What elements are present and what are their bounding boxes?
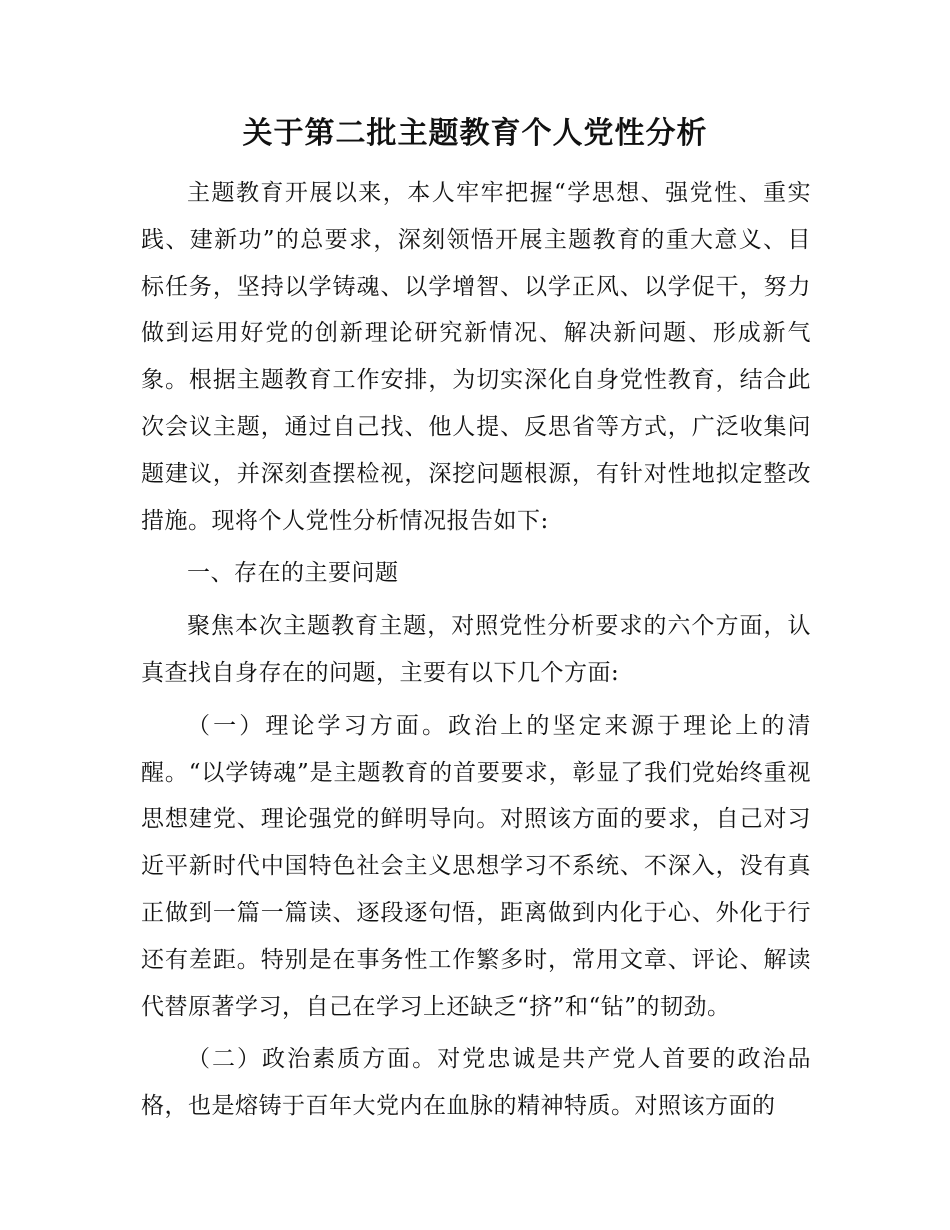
document-body [141, 170, 811, 1130]
section-heading-main-problems: 一、存在的主要问题 [187, 560, 399, 587]
document-title: 关于第二批主题教育个人党性分析 [242, 116, 708, 151]
paragraph-focus: 聚焦本次主题教育主题，对照党性分析要求的六个方面，认真查找自身存在的问题，主要有以下几个方面: [141, 613, 811, 686]
paragraph-political-quality: （二）政治素质方面。对党忠诚是共产党人首要的政治品格，也是熔铸于百年大党内在血脉的精神特质。对照该方面的 [141, 1046, 811, 1120]
paragraph-theory-study: （一）理论学习方面。政治上的坚定来源于理论上的清醒。“以学铸魂”是主题教育的首要要求，彰显了我们党始终重视思想建党、理论强党的鲜明导向。对照该方面的要求，自己对习近平新时代中国特色社会主义思想学习不系统、不深入，没有真正做到一篇一篇读、逐段逐句悟，距离做到内化于心、外化于行还有差距。特别是在事务性工作繁多时，常用文章、评论、解读代替原著学习，自己在学习上还缺乏“挤”和“钻”的韧劲。 [141, 712, 811, 1020]
paragraph-intro: 主题教育开展以来，本人牢牢把握“学思想、强党性、重实践、建新功”的总要求，深刻领悟开展主题教育的重大意义、目标任务，坚持以学铸魂、以学增智、以学正风、以学促干，努力做到运用好党的创新理论研究新情况、解决新问题、形成新气象。根据主题教育工作安排，为切实深化自身党性教育，结合此次会议主题，通过自己找、他人提、反思省等方式，广泛收集问题建议，并深刻查摆检视，深挖问题根源，有针对性地拟定整改措施。现将个人党性分析情况报告如下: [141, 180, 811, 534]
